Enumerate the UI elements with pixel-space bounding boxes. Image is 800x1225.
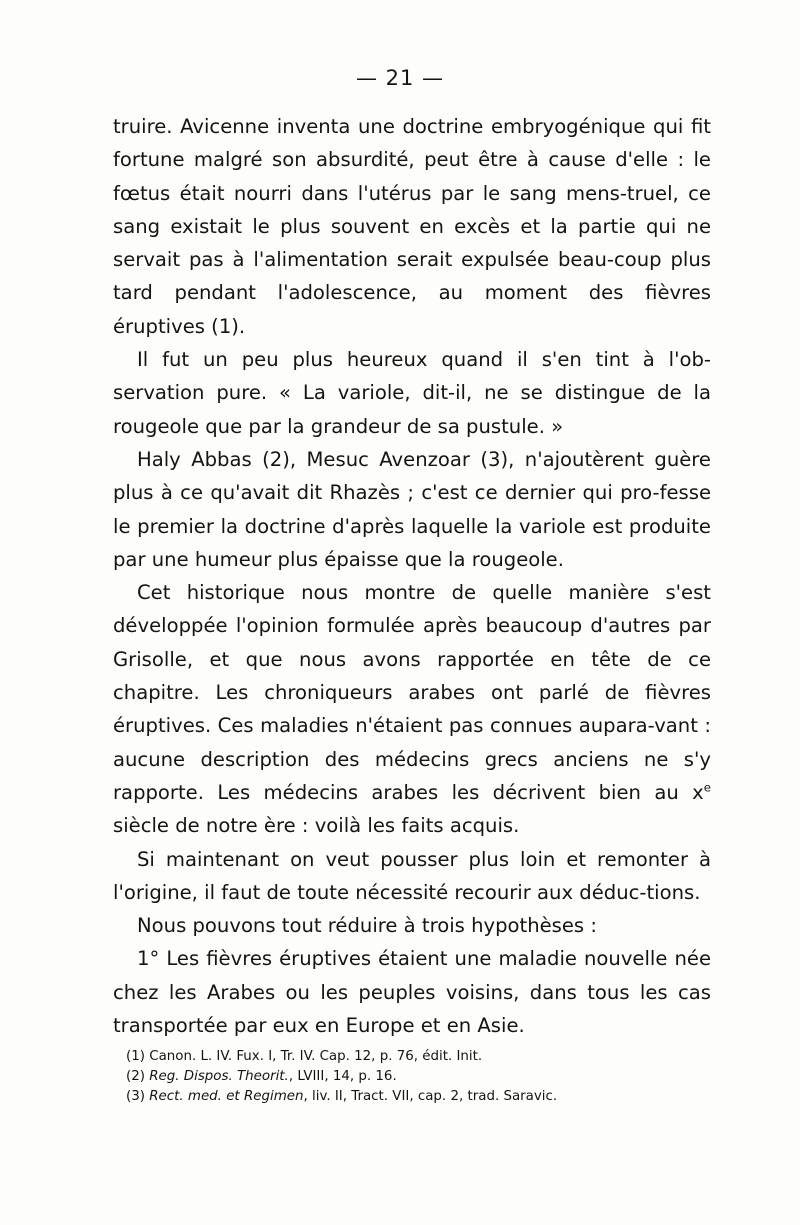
paragraph-4-end: siècle de notre ère : voilà les faits acquis.	[113, 814, 520, 838]
footnote-2	[126, 1067, 726, 1087]
paragraph-1: truire. Avicenne inventa une doctrine embryogénique qui fit fortune malgré son absurdité, peut être à cause d'elle : le fœtus était nourri dans l'utérus par le sang mens-truel, ce sang existait le plus souvent en excès et la partie qui ne servait pas à l'alimentation serait expulsée beau-coup plus tard pendant l'adolescence, au moment des fièvres éruptives (1).	[113, 115, 711, 338]
paragraph-4-text: Cet historique nous montre de quelle manière s'est développée l'opinion formulée après beaucoup d'autres par Grisolle, et que nous avons rapportée en tête de ce chapitre. Les chroniqueurs arabes ont parlé de fièvres éruptives. Ces maladies n'étaient pas connues aupara-vant : aucune description des médecins grecs anciens ne s'y rapporte. Les médecins arabes les décrivent bien au	[113, 581, 711, 804]
footnote-2-rest: , LVIII, 14, p. 16.	[288, 1069, 397, 1084]
paragraph-6: Nous pouvons tout réduire à trois hypothèses :	[137, 914, 597, 938]
footnotes	[126, 1047, 726, 1107]
footnote-3-rest: , liv. II, Tract. VII, cap. 2, trad. Saravic.	[303, 1089, 558, 1104]
footnote-2-label: (2)	[126, 1069, 150, 1084]
footnote-3-label: (3)	[126, 1089, 150, 1104]
footnote-3-title: Rect. med. et Regimen	[149, 1089, 304, 1104]
paragraph-7: 1° Les fièvres éruptives étaient une maladie nouvelle née chez les Arabes ou les peuples voisins, dans tous les cas transportée par eux en Europe et en Asie.	[113, 947, 711, 1038]
page-number: — 21 —	[355, 66, 445, 90]
footnote-2-title: Reg. Dispos. Theorit.	[149, 1069, 289, 1084]
main-text	[113, 110, 711, 1042]
paragraph-3: Haly Abbas (2), Mesuc Avenzoar (3), n'ajoutèrent guère plus à ce qu'avait dit Rhazès ; c'est ce dernier qui pro-fesse le premier la doctrine d'après laquelle la variole est produite par une humeur plus épaisse que la rougeole.	[113, 447, 711, 571]
century-superscript: e	[703, 780, 711, 795]
paragraph-5: Si maintenant on veut pousser plus loin et remonter à l'origine, il faut de toute nécessité recourir aux déduc-tions.	[113, 847, 711, 904]
century-numeral: x	[692, 780, 704, 804]
paragraph-2: Il fut un peu plus heureux quand il s'en tint à l'ob-servation pure. « La variole, dit-il, ne se distingue de la rougeole que par la grandeur de sa pustule. »	[113, 348, 711, 438]
footnote-1: (1) Canon. L. IV. Fux. I, Tr. IV. Cap. 12, p. 76, édit. Init.	[126, 1049, 483, 1064]
paragraph-4	[113, 576, 711, 842]
footnote-3	[126, 1087, 726, 1107]
